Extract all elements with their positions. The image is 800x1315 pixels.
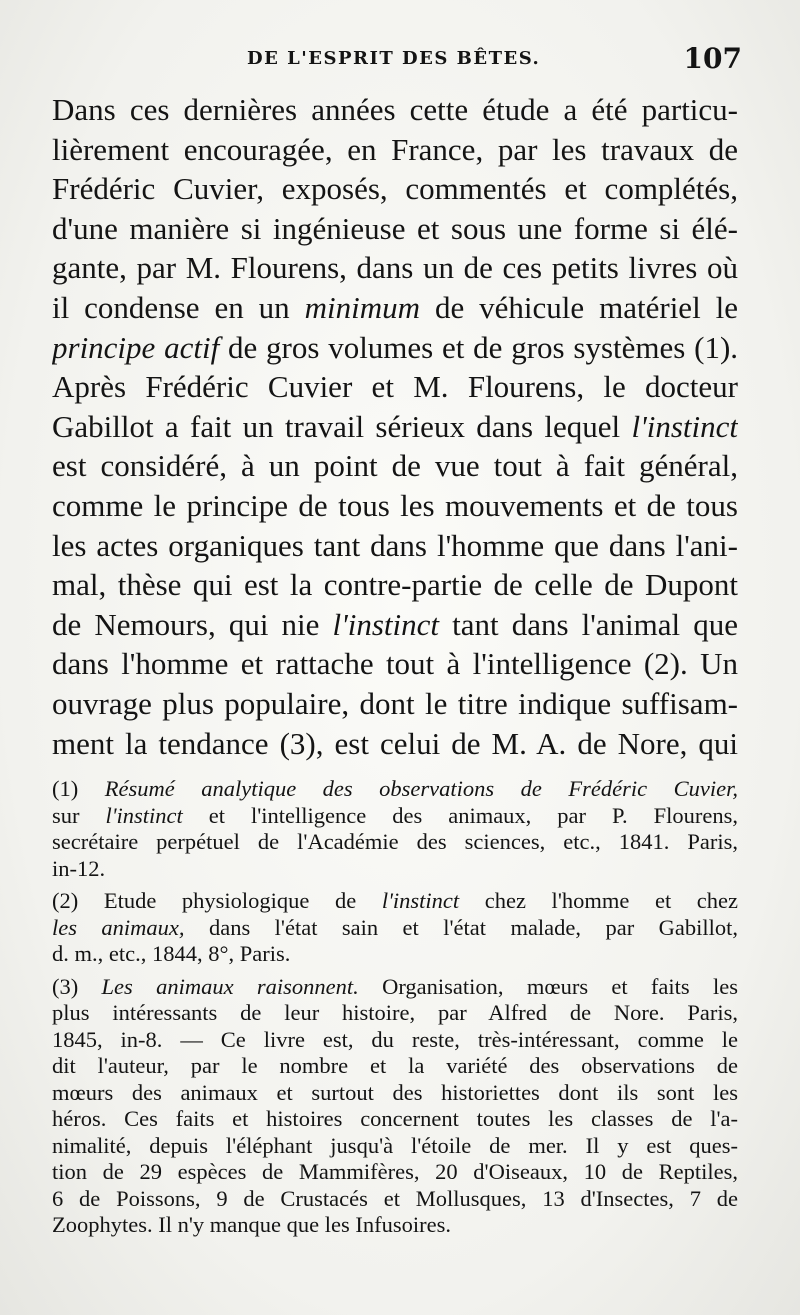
footnote-line: (3) Les animaux raisonnent. Organisation, mœurs et faits les — [52, 973, 738, 999]
text-line: d'une manière si ingénieuse et sous une forme si élé- — [52, 210, 738, 246]
footnote-3 — [52, 974, 738, 1239]
text-line: gante, par M. Flourens, dans un de ces petits livres où — [52, 250, 738, 286]
footnote-line: d. m., etc., 1844, 8°, Paris. — [52, 941, 291, 966]
text-line: Dans ces dernières années cette étude a été particu- — [52, 92, 738, 127]
footnote-line: (1) Résumé analytique des observations de Frédéric Cuvier, — [52, 776, 738, 801]
footnote-line: nimalité, depuis l'éléphant jusqu'à l'étoile de mer. Il y est ques- — [52, 1132, 738, 1158]
footnotes — [52, 776, 738, 1239]
footnote-line: 6 de Poissons, 9 de Crustacés et Mollusques, 13 d'Insectes, 7 de — [52, 1185, 738, 1211]
text-line: ment la tendance (3), est celui de M. A. de Nore, qui — [52, 725, 738, 761]
footnote-line: secrétaire perpétuel de l'Académie des sciences, etc., 1841. Paris, — [52, 829, 738, 854]
footnote-2 — [52, 888, 738, 968]
footnote-line: in-12. — [52, 855, 106, 881]
text-line: comme le principe de tous les mouvements et de tous — [52, 487, 738, 523]
main-text — [52, 90, 738, 763]
footnote-line: mœurs des animaux et surtout des historiettes dont ils sont les — [52, 1079, 738, 1105]
footnote-line: plus intéressants de leur histoire, par Alfred de Nore. Paris, — [52, 1000, 738, 1025]
footnote-1 — [52, 776, 738, 882]
footnote-line: 1845, in-8. — Ce livre est, du reste, très-intéressant, comme le — [52, 1026, 738, 1052]
footnote-line: Zoophytes. Il n'y manque que les Infusoires. — [52, 1212, 451, 1237]
text-line: Après Frédéric Cuvier et M. Flourens, le docteur — [52, 369, 738, 405]
text-line: il condense en un minimum de véhicule matériel le — [52, 289, 738, 325]
text-line: mal, thèse qui est la contre-partie de celle de Dupont — [52, 567, 738, 603]
text-line: Gabillot a fait un travail sérieux dans lequel l'instinct — [52, 408, 738, 444]
text-line: principe actif de gros volumes et de gros systèmes (1). — [52, 329, 738, 365]
page-header — [52, 42, 742, 82]
page-number: 107 — [683, 42, 742, 75]
text-line: dans l'homme et rattache tout à l'intelligence (2). Un — [52, 646, 738, 682]
text-line: de Nemours, qui nie l'instinct tant dans l'animal que — [52, 606, 738, 642]
running-title: DE L'ESPRIT DES BÊTES. — [247, 48, 541, 69]
footnote-line: les animaux, dans l'état sain et l'état malade, par Gabillot, — [52, 914, 738, 940]
footnote-line: dit l'auteur, par le nombre et la variété des observations de — [52, 1053, 738, 1078]
footnote-line: tion de 29 espèces de Mammifères, 20 d'Oiseaux, 10 de Reptiles, — [52, 1159, 738, 1184]
text-line: ouvrage plus populaire, dont le titre indique suffisam- — [52, 685, 738, 721]
footnote-line: héros. Ces faits et histoires concernent toutes les classes de l'a- — [52, 1106, 738, 1131]
footnote-line: (2) Etude physiologique de l'instinct chez l'homme et chez — [52, 888, 738, 913]
text-line: Frédéric Cuvier, exposés, commentés et complétés, — [52, 171, 738, 207]
text-line: est considéré, à un point de vue tout à fait général, — [52, 448, 738, 484]
footnote-line: sur l'instinct et l'intelligence des animaux, par P. Flourens, — [52, 802, 738, 828]
text-line: lièrement encouragée, en France, par les travaux de — [52, 131, 738, 167]
text-line: les actes organiques tant dans l'homme que dans l'ani- — [52, 527, 738, 563]
